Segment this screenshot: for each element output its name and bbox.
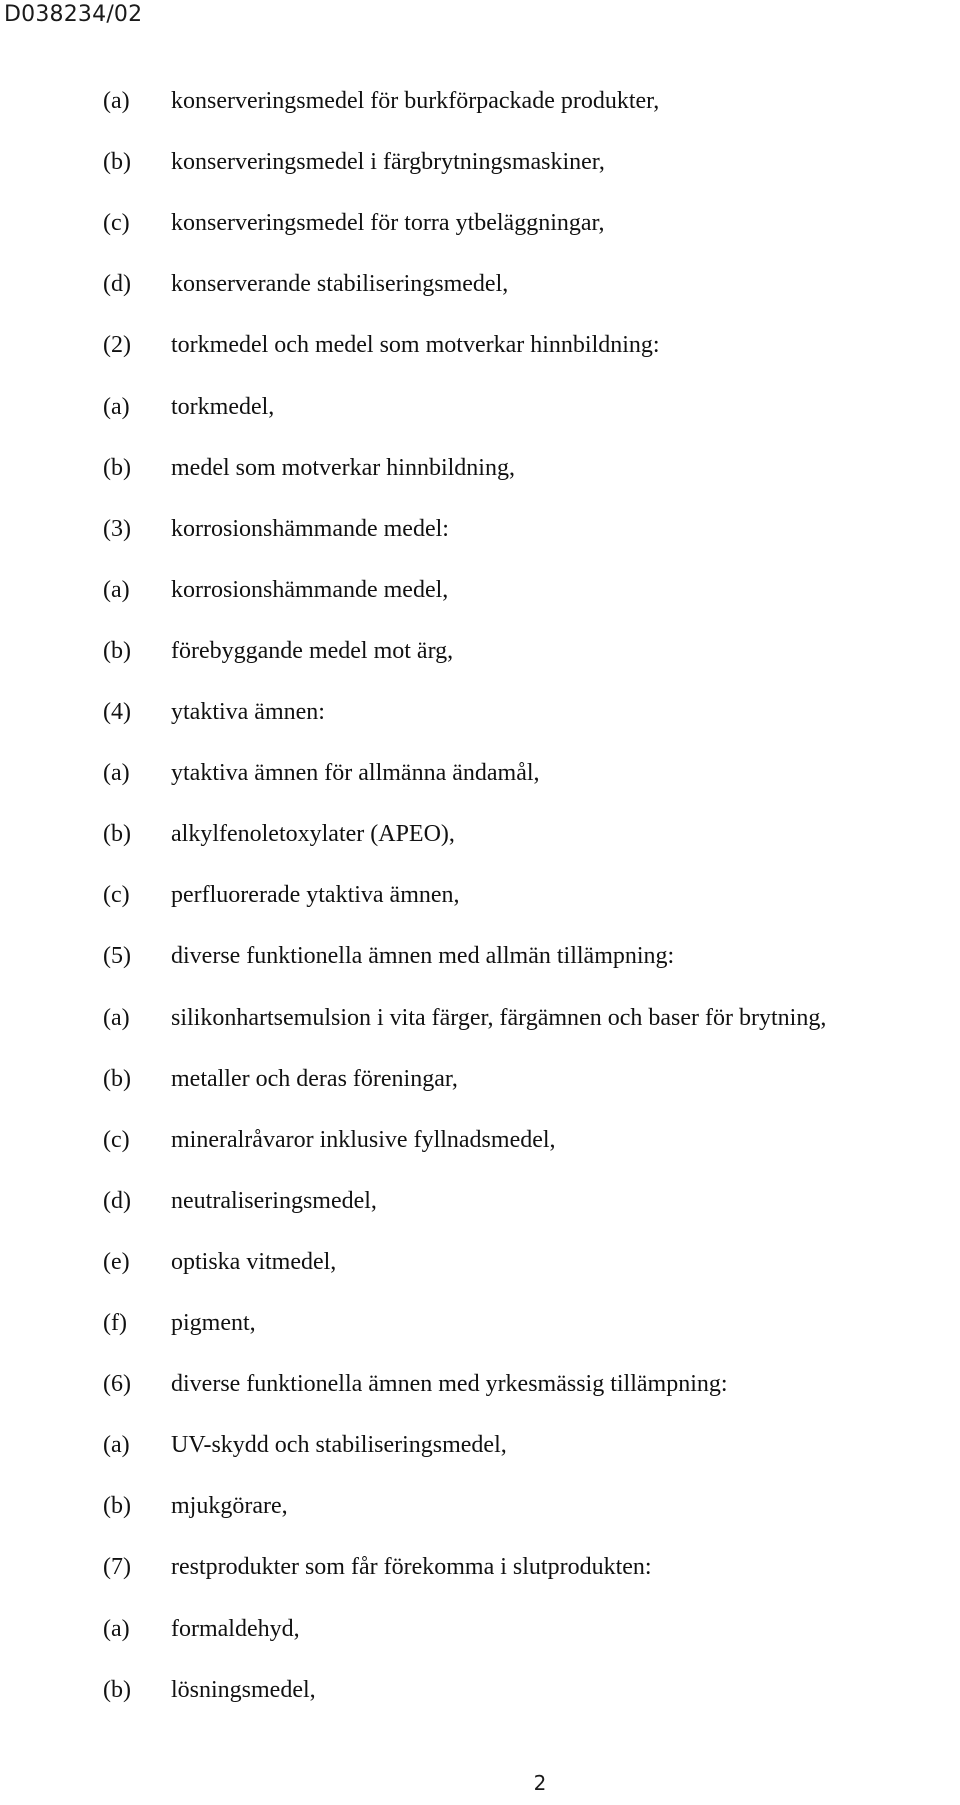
list-item [0, 1670, 960, 1710]
list-item [0, 1181, 960, 1221]
list-item [0, 936, 960, 976]
list-item [0, 1609, 960, 1649]
list-item-text: medel som motverkar hinnbildning, [171, 454, 515, 481]
list-item-marker: (c) [103, 882, 130, 909]
list-item [0, 1486, 960, 1526]
list-item-marker: (6) [103, 1371, 131, 1398]
list-item-text: torkmedel och medel som motverkar hinnbildning: [171, 332, 660, 359]
list-item [0, 875, 960, 915]
list-item-text: UV-skydd och stabiliseringsmedel, [171, 1432, 507, 1459]
list-item-text: neutraliseringsmedel, [171, 1187, 377, 1214]
list-item-marker: (a) [103, 1004, 130, 1031]
list-item [0, 203, 960, 243]
list-item-text: korrosionshämmande medel, [171, 576, 449, 603]
list-item-marker: (7) [103, 1554, 131, 1581]
list-item-text: silikonhartsemulsion i vita färger, färgämnen och baser för brytning, [171, 1004, 827, 1031]
list-item-text: konserverande stabiliseringsmedel, [171, 271, 509, 298]
list-item-text: diverse funktionella ämnen med allmän tillämpning: [171, 943, 675, 970]
list-item [0, 325, 960, 365]
list-item-text: formaldehyd, [171, 1615, 300, 1642]
list-item [0, 509, 960, 549]
list-item [0, 998, 960, 1038]
list-item-text: korrosionshämmande medel: [171, 515, 449, 542]
list-item [0, 1242, 960, 1282]
list-item [0, 1364, 960, 1404]
list-item-marker: (a) [103, 1432, 130, 1459]
list-item [0, 814, 960, 854]
list-item-text: alkylfenoletoxylater (APEO), [171, 821, 455, 848]
page-number: 2 [533, 1771, 547, 1795]
list-item-marker: (a) [103, 393, 130, 420]
list-item [0, 1303, 960, 1343]
list-item [0, 631, 960, 671]
list-item [0, 692, 960, 732]
list-item-text: metaller och deras föreningar, [171, 1065, 458, 1092]
list-item-marker: (a) [103, 1615, 130, 1642]
list-item [0, 753, 960, 793]
list-item-marker: (b) [103, 454, 131, 481]
list-item-text: perfluorerade ytaktiva ämnen, [171, 882, 460, 909]
list-item-text: diverse funktionella ämnen med yrkesmässig tillämpning: [171, 1371, 728, 1398]
list-item-marker: (b) [103, 821, 131, 848]
list-item-text: ytaktiva ämnen för allmänna ändamål, [171, 760, 540, 787]
list-item [0, 1120, 960, 1160]
list-item-marker: (a) [103, 576, 130, 603]
list-item-marker: (5) [103, 943, 131, 970]
list-item-marker: (b) [103, 1493, 131, 1520]
list-item [0, 264, 960, 304]
list-item [0, 1059, 960, 1099]
list-item-marker: (d) [103, 271, 131, 298]
list-item-marker: (b) [103, 1676, 131, 1703]
list-item-text: torkmedel, [171, 393, 275, 420]
document-id: D038234/02 [4, 2, 143, 27]
list-item-text: ytaktiva ämnen: [171, 699, 325, 725]
list-item [0, 448, 960, 488]
list-item-marker: (3) [103, 515, 131, 542]
list-item [0, 570, 960, 610]
list-item [0, 1547, 960, 1587]
list-item-marker: (b) [103, 149, 131, 176]
list-item-marker: (c) [103, 1126, 130, 1153]
list-item-marker: (b) [103, 637, 131, 664]
list-item-marker: (c) [103, 210, 130, 237]
list-item-marker: (d) [103, 1187, 131, 1214]
list-item-text: konserveringsmedel för burkförpackade produkter, [171, 88, 660, 114]
list-item-marker: (e) [103, 1248, 130, 1275]
list-item-text: lösningsmedel, [171, 1676, 316, 1703]
list-item [0, 1425, 960, 1465]
list-item-marker: (a) [103, 760, 130, 787]
list-item-text: mineralråvaror inklusive fyllnadsmedel, [171, 1126, 556, 1153]
list-item-marker: (b) [103, 1065, 131, 1092]
list-item-text: pigment, [171, 1310, 256, 1336]
list-item-text: restprodukter som får förekomma i slutprodukten: [171, 1554, 652, 1581]
list-item [0, 81, 960, 121]
list-item-marker: (a) [103, 88, 130, 114]
list-item-text: optiska vitmedel, [171, 1248, 337, 1275]
list-item-text: förebyggande medel mot ärg, [171, 637, 454, 664]
list-item [0, 387, 960, 427]
list-item [0, 142, 960, 182]
list-item-marker: (2) [103, 332, 131, 359]
list-item-marker: (4) [103, 699, 131, 725]
list-item-text: konserveringsmedel i färgbrytningsmaskiner, [171, 149, 605, 176]
list-item-marker: (f) [103, 1310, 127, 1336]
list-item-text: konserveringsmedel för torra ytbeläggningar, [171, 210, 605, 237]
list-item-text: mjukgörare, [171, 1493, 288, 1520]
